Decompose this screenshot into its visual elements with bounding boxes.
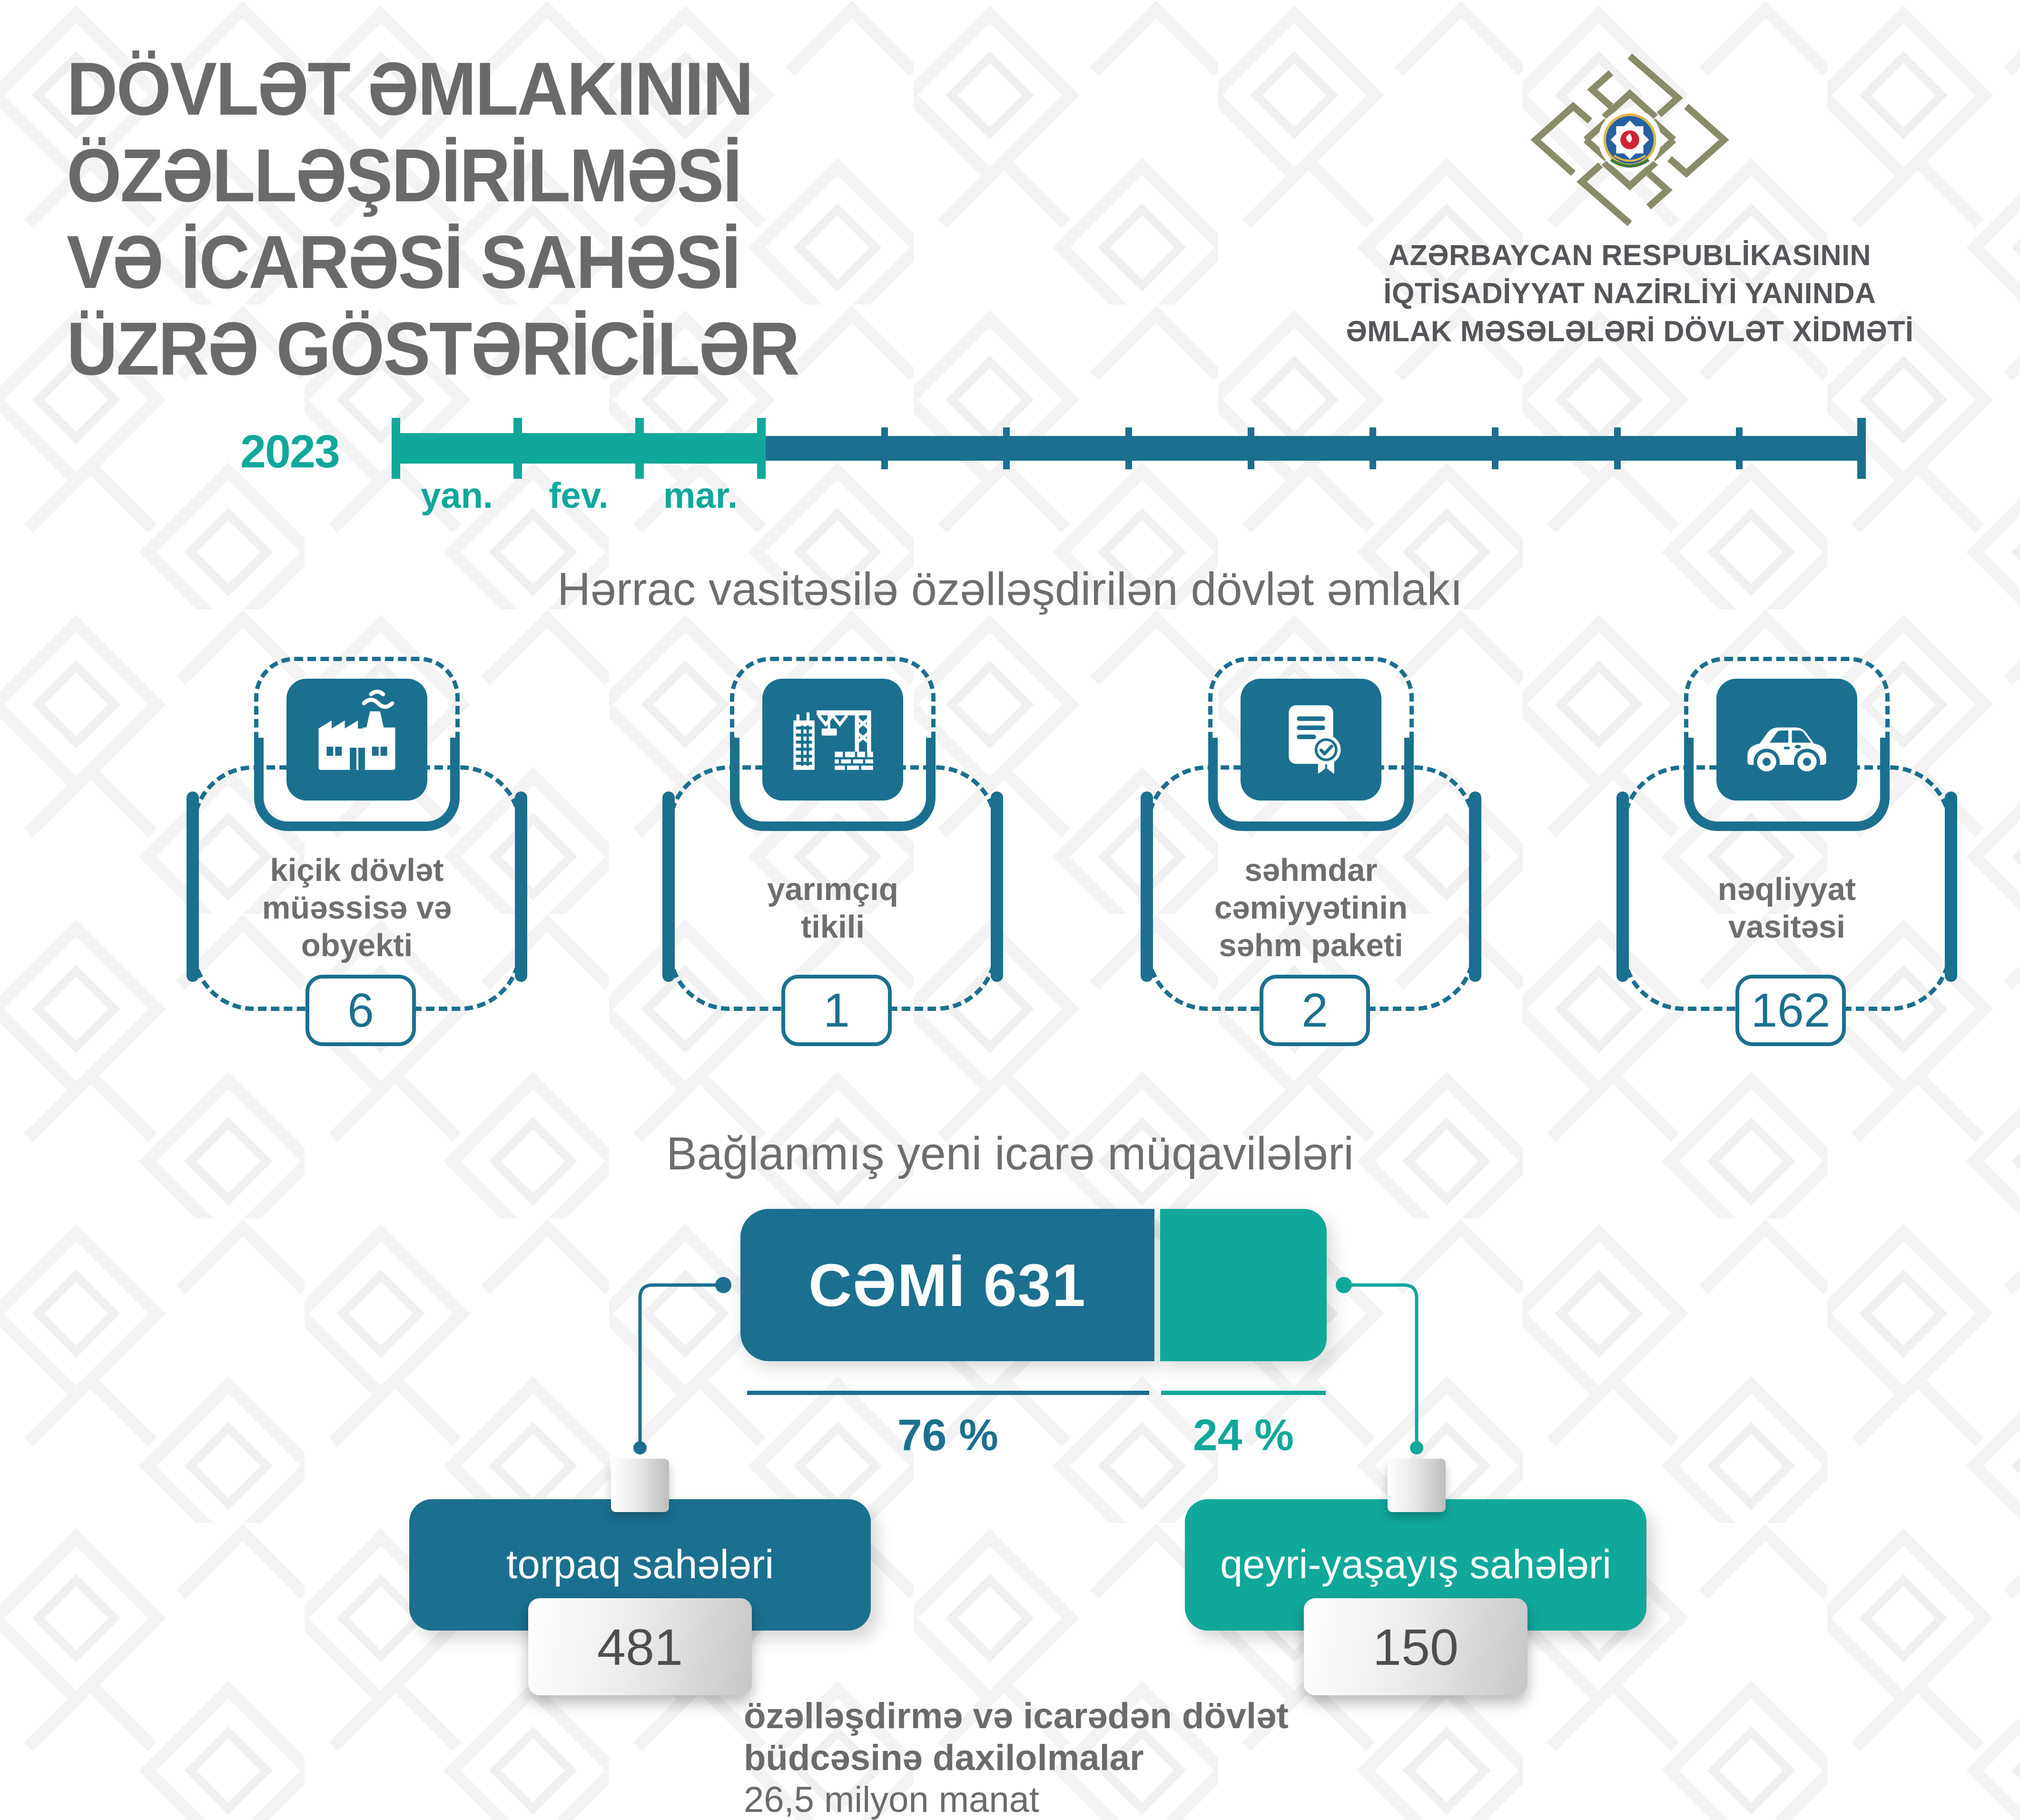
card-label-line: yarımçıq bbox=[767, 871, 898, 907]
nonresidential-value: 150 bbox=[1372, 1618, 1459, 1676]
timeline-tick bbox=[1370, 427, 1376, 469]
nonresidential-value-box bbox=[1304, 1598, 1527, 1695]
lease-stacked-bar bbox=[740, 1209, 1327, 1361]
card-label-line: nəqliyyat bbox=[1717, 871, 1856, 907]
card-label bbox=[1630, 847, 1944, 969]
timeline-tick bbox=[513, 418, 522, 479]
card-label bbox=[1154, 847, 1468, 969]
clip-tab-nonresidential bbox=[1388, 1459, 1446, 1512]
timeline-tick bbox=[1248, 427, 1254, 469]
timeline-tick bbox=[1614, 427, 1621, 469]
factory-icon bbox=[306, 689, 407, 790]
title-line: DÖVLƏT ƏMLAKININ bbox=[67, 47, 753, 131]
timeline-month-jan: yan. bbox=[420, 475, 493, 516]
construction-crane-icon bbox=[782, 689, 883, 790]
lease-underline-nonresidential bbox=[1161, 1391, 1326, 1395]
auction-section-heading: Hərrac vasitəsilə özəlləşdirilən dövlət əmlakı bbox=[557, 563, 1463, 615]
timeline-tick bbox=[392, 418, 400, 479]
card-label-line: cəmiyyətinin bbox=[1214, 890, 1408, 926]
timeline-tick bbox=[635, 418, 644, 479]
timeline-month-feb: fev. bbox=[549, 475, 609, 516]
land-plots-label: torpaq sahələri bbox=[506, 1542, 774, 1587]
title-line: VƏ İCARƏSİ SAHƏSİ bbox=[67, 220, 740, 304]
share-certificate-icon bbox=[1261, 689, 1361, 790]
card-value: 1 bbox=[823, 983, 850, 1037]
agency-name-line: AZƏRBAYCAN RESPUBLİKASININ bbox=[1388, 239, 1872, 271]
card-side-bar bbox=[991, 791, 1003, 982]
auction-card-share-package bbox=[1144, 657, 1478, 1049]
timeline-tick bbox=[1857, 418, 1866, 479]
card-label bbox=[200, 847, 514, 969]
card-label-line: səhm paketi bbox=[1219, 928, 1403, 963]
agency-logo bbox=[1525, 48, 1734, 234]
lease-section-heading: Bağlanmış yeni icarə müqavilələri bbox=[666, 1128, 1354, 1179]
card-label-line: müəssisə və bbox=[262, 890, 452, 926]
card-icon-tile bbox=[286, 679, 427, 801]
card-icon-tile bbox=[762, 679, 903, 801]
nonresidential-label: qeyri-yaşayış sahələri bbox=[1220, 1542, 1611, 1587]
state-emblem-knot-icon bbox=[1525, 48, 1734, 234]
budget-note-line: özəlləşdirmə və icarədən dövlət bbox=[744, 1696, 1289, 1736]
card-icon-tile bbox=[1241, 679, 1381, 801]
lease-bar-nonresidential-segment bbox=[1160, 1209, 1327, 1361]
card-side-bar bbox=[662, 791, 675, 982]
clip-tab-land bbox=[611, 1459, 669, 1512]
card-value-badge bbox=[781, 975, 892, 1046]
auction-card-unfinished-building bbox=[666, 657, 999, 1049]
budget-note-line: büdcəsinə daxilolmalar bbox=[744, 1738, 1144, 1778]
car-icon bbox=[1736, 689, 1837, 790]
card-value: 162 bbox=[1751, 983, 1831, 1037]
card-value-badge bbox=[1260, 975, 1370, 1046]
timeline-tick bbox=[1736, 427, 1743, 469]
timeline-tick bbox=[1003, 427, 1010, 469]
timeline-tick bbox=[1125, 427, 1132, 469]
lease-percent-nonresidential: 24 % bbox=[1193, 1410, 1294, 1460]
timeline-rest-bar bbox=[761, 436, 1862, 461]
card-value-badge bbox=[1735, 975, 1846, 1046]
lease-total-label: CƏMİ 631 bbox=[808, 1251, 1086, 1319]
card-label-line: tikili bbox=[800, 909, 865, 945]
timeline-tick bbox=[881, 427, 888, 469]
card-label bbox=[676, 847, 990, 969]
card-label-line: obyekti bbox=[301, 928, 413, 963]
land-plots-value-box bbox=[528, 1598, 752, 1695]
budget-note-value: 26,5 milyon manat bbox=[744, 1780, 1039, 1820]
lease-underline-land bbox=[747, 1391, 1149, 1395]
budget-note bbox=[744, 1695, 1289, 1820]
land-plots-value: 481 bbox=[597, 1618, 683, 1676]
lease-bar-land-segment bbox=[740, 1209, 1154, 1361]
timeline-tick bbox=[1492, 427, 1498, 469]
card-label-line: kiçik dövlət bbox=[270, 852, 444, 888]
timeline-highlight-bar bbox=[396, 433, 761, 464]
timeline-month-mar: mar. bbox=[663, 475, 738, 516]
agency-name bbox=[1261, 236, 1999, 350]
card-side-bar bbox=[187, 791, 199, 982]
page-title bbox=[67, 46, 798, 392]
agency-name-line: ƏMLAK MƏSƏLƏLƏRİ DÖVLƏT XİDMƏTİ bbox=[1346, 315, 1914, 347]
card-side-bar bbox=[1141, 791, 1153, 982]
card-label-line: vasitəsi bbox=[1728, 909, 1845, 945]
lease-percent-land: 76 % bbox=[897, 1410, 998, 1460]
card-side-bar bbox=[1945, 791, 1957, 982]
agency-name-line: İQTİSADİYYAT NAZİRLİYİ YANINDA bbox=[1383, 277, 1876, 309]
auction-card-vehicle bbox=[1620, 657, 1953, 1049]
card-side-bar bbox=[1469, 791, 1481, 982]
card-side-bar bbox=[1616, 791, 1629, 982]
card-value: 2 bbox=[1301, 983, 1328, 1037]
card-value: 6 bbox=[347, 983, 374, 1037]
timeline-tick bbox=[757, 418, 766, 479]
timeline-year: 2023 bbox=[240, 425, 339, 477]
title-line: ÜZRƏ GÖSTƏRİCİLƏR bbox=[67, 307, 798, 391]
title-line: ÖZƏLLƏŞDİRİLMƏSİ bbox=[67, 134, 741, 218]
auction-card-small-enterprise bbox=[190, 657, 523, 1049]
card-icon-tile bbox=[1716, 679, 1857, 801]
card-label-line: səhmdar bbox=[1244, 852, 1378, 888]
card-value-badge bbox=[305, 975, 416, 1046]
card-side-bar bbox=[515, 791, 527, 982]
